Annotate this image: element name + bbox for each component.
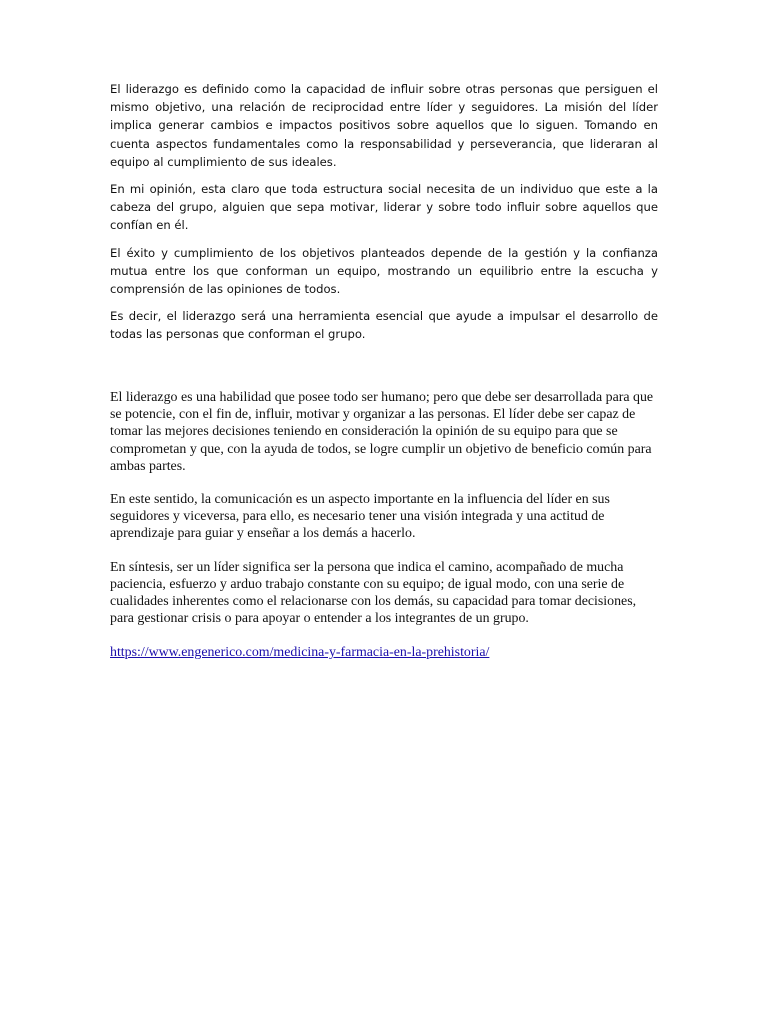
paragraph-definition: El liderazgo es definido como la capacidad de influir sobre otras personas que persiguen el mismo objetivo, una relación de reciprocidad entre líder y seguidores. La misión del líder implica generar cambios e impactos positivos sobre aquellos que lo siguen. Tomando en cuenta aspectos fundamentales como la responsabilidad y perseverancia, que lideraran al equipo al cumplimiento de sus ideales. xyxy=(110,82,658,169)
paragraph-communication: En este sentido, la comunicación es un aspecto importante en la influencia del líder en sus seguidores y viceversa, para ello, es necesario tener una visión integrada y una actitud de aprendizaje para guiar y enseñar a los demás a hacerlo. xyxy=(110,492,610,542)
paragraph-conclusion: Es decir, el liderazgo será una herramienta esencial que ayude a impulsar el desarrollo de todas las personas que conforman el grupo. xyxy=(110,309,658,342)
section-sans-text xyxy=(110,80,658,353)
paragraph-success: El éxito y cumplimiento de los objetivos planteados depende de la gestión y la confianza mutua entre los que conforman un equipo, mostrando un equilibrio entre la escucha y comprensión de las opiniones de todos. xyxy=(110,245,658,297)
paragraph-synthesis: En síntesis, ser un líder significa ser la persona que indica el camino, acompañado de mucha paciencia, esfuerzo y arduo trabajo constante con su equipo; de igual modo, con una serie de cualidades inherentes como el relacionarse con los demás, su capacidad para tomar decisiones, para gestionar crisis o para apoyar o entender a los integrantes de un grupo. xyxy=(110,559,637,627)
source-link[interactable]: https://www.engenerico.com/medicina-y-farmacia-en-la-prehistoria/ xyxy=(110,645,490,661)
section-serif-text xyxy=(110,389,658,662)
paragraph-skill: El liderazgo es una habilidad que posee todo ser humano; pero que debe ser desarrollada para que se potencie, con el fin de, influir, motivar y organizar a las personas. El líder debe ser capaz de tomar las mejores decisiones teniendo en consideración la opinión de su equipo para que se comprometan y que, con la ayuda de todos, se logre cumplir un objetivo de beneficio común para ambas partes. xyxy=(110,390,654,474)
paragraph-opinion: En mi opinión, esta claro que toda estructura social necesita de un individuo que este a la cabeza del grupo, alguien que sepa motivar, liderar y sobre todo influir sobre aquellos que confían en él. xyxy=(110,182,658,233)
